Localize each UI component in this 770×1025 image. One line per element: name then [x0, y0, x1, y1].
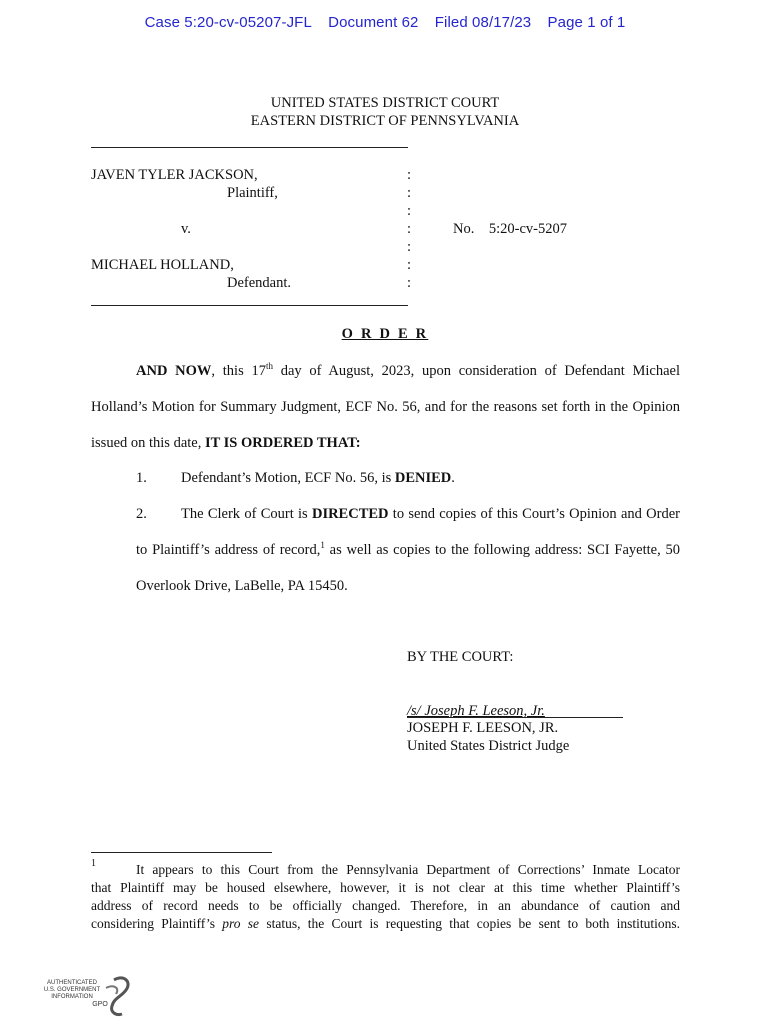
- caption-colon: :: [406, 203, 412, 219]
- defendant-name: MICHAEL HOLLAND,: [91, 257, 234, 273]
- signature-line: [407, 717, 623, 718]
- item-2-number: 2.: [136, 506, 147, 522]
- intro-line3-text: issued on this date,: [91, 435, 205, 451]
- defendant-role: Defendant.: [227, 275, 292, 291]
- court-name: UNITED STATES DISTRICT COURT: [270, 95, 500, 111]
- item-2-line-1: [181, 505, 680, 523]
- caption-colon: :: [406, 185, 412, 201]
- document-number: Document 62: [328, 14, 419, 31]
- electronic-signature: /s/ Joseph F. Leeson, Jr.: [407, 703, 545, 719]
- intro-text-a: , this 17: [211, 363, 266, 379]
- footnote-line-4: [91, 915, 680, 933]
- case-number: [453, 220, 567, 238]
- item-2-line-2: [136, 541, 680, 559]
- intro-line-3: [91, 434, 361, 452]
- court-district: EASTERN DISTRICT OF PENNSYLVANIA: [250, 113, 520, 129]
- order-title: O R D E R: [341, 326, 429, 342]
- versus: v.: [181, 221, 191, 237]
- gpo-text-3: INFORMATION: [51, 994, 93, 1000]
- footnote-line-1: It appears to this Court from the Pennsylvania Department of Corrections’ Inmate Locator: [136, 862, 680, 877]
- case-number-value: 5:20-cv-5207: [488, 221, 567, 237]
- gpo-text-4: GPO: [92, 1001, 108, 1008]
- plaintiff-name: JAVEN TYLER JACKSON,: [91, 167, 258, 183]
- item-2-line-3: Overlook Drive, LaBelle, PA 15450.: [136, 578, 348, 594]
- intro-sup: th: [265, 361, 273, 372]
- item-1-number: 1.: [136, 470, 147, 486]
- footnote-line-2: that Plaintiff may be housed elsewhere, however, it is not clear at this time whether Plaintiff’s: [91, 880, 680, 895]
- item-1-body: Defendant’s Motion, ECF No. 56, is: [181, 470, 395, 486]
- item-1-text: [181, 469, 455, 487]
- caption-colon: :: [406, 221, 412, 237]
- footnote-line4-b: status, the Court is requesting that copies be sent to both institutions.: [259, 916, 681, 931]
- denied: DENIED: [394, 470, 452, 486]
- ecf-header: [0, 14, 770, 31]
- caption-colon: :: [406, 167, 412, 183]
- footnote-line4-a: considering Plaintiff’s: [91, 916, 223, 931]
- pro-se: pro se: [222, 916, 260, 931]
- footnote-marker: 1: [91, 858, 96, 869]
- case-number-header: Case 5:20-cv-05207-JFL: [144, 14, 312, 31]
- gpo-eagle-icon: [44, 972, 134, 1020]
- item-2-line2-a: to Plaintiff’s address of record,: [136, 542, 321, 558]
- directed: DIRECTED: [311, 506, 389, 522]
- page-indicator: Page 1 of 1: [547, 14, 626, 31]
- and-now: AND NOW: [136, 363, 212, 379]
- intro-line-2: Holland’s Motion for Summary Judgment, ECF No. 56, and for the reasons set forth in the Opinion: [91, 399, 680, 415]
- footnote-separator: [91, 852, 272, 853]
- item-2-line2-b: as well as copies to the following address: SCI Fayette, 50: [324, 542, 680, 558]
- judge-name: JOSEPH F. LEESON, JR.: [407, 720, 559, 736]
- caption-colon: :: [406, 275, 412, 291]
- gpo-authentication-logo: [44, 972, 134, 1020]
- plaintiff-role: Plaintiff,: [227, 185, 278, 201]
- caption-top-rule: [91, 147, 408, 148]
- gpo-text-1: AUTHENTICATED: [47, 980, 97, 986]
- judge-title: United States District Judge: [407, 738, 570, 754]
- it-is-ordered: IT IS ORDERED THAT:: [204, 435, 361, 451]
- by-the-court: BY THE COURT:: [407, 649, 514, 665]
- intro-text-b: day of August, 2023, upon consideration of Defendant Michael: [272, 363, 680, 379]
- item-1-end: .: [451, 470, 455, 486]
- footnote-ref: 1: [320, 540, 325, 551]
- caption-bottom-rule: [91, 305, 408, 306]
- item-2-text-a: The Clerk of Court is: [181, 506, 312, 522]
- case-number-label: No.: [453, 221, 475, 237]
- item-2-text-b: to send copies of this Court’s Opinion and Order: [388, 506, 680, 522]
- gpo-text-2: U.S. GOVERNMENT: [44, 987, 101, 993]
- caption-colon: :: [406, 257, 412, 273]
- intro-line-1: [136, 362, 680, 380]
- footnote-line-3: address of record needs to be officially changed. Therefore, in an abundance of caution and: [91, 898, 680, 913]
- caption-colon: :: [406, 239, 412, 255]
- filed-date: Filed 08/17/23: [434, 14, 532, 31]
